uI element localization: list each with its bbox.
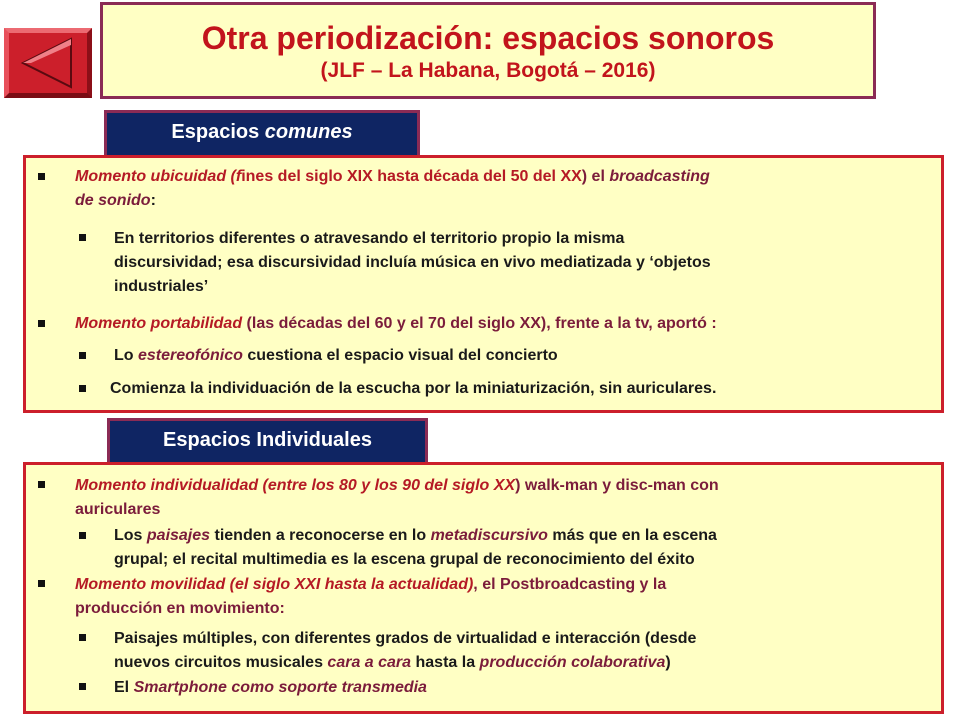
item-text: ) el xyxy=(581,168,610,185)
item-text: ines del siglo XIX hasta década del 50 del XX xyxy=(241,168,582,185)
list-item xyxy=(75,474,719,498)
tab-espacios-individuales: Espacios Individuales xyxy=(107,418,428,464)
item-em: broadcasting xyxy=(609,168,710,185)
list-item xyxy=(75,573,666,597)
bullet-marker xyxy=(79,385,86,392)
item-em: metadiscursivo xyxy=(430,527,548,544)
item-em: cara a cara xyxy=(327,654,412,671)
sub-list-item-cont: industriales’ xyxy=(114,278,209,295)
sub-list-item: El Smartphone como soporte transmedia xyxy=(114,679,427,696)
list-item xyxy=(75,312,717,336)
sub-list-item-cont: discursividad; esa discursividad incluía música en vivo mediatizada y ‘objetos xyxy=(114,254,711,271)
list-item-cont: producción en movimiento: xyxy=(75,600,285,617)
item-text: , el Postbroadcasting y la xyxy=(473,576,667,593)
sub-list-item-cont: grupal; el recital multimedia es la escena grupal de reconocimiento del éxito xyxy=(114,551,695,568)
item-em: paisajes xyxy=(146,527,211,544)
bullet-marker xyxy=(79,683,86,690)
list-item xyxy=(75,165,710,189)
item-label: Momento ubicuidad (f xyxy=(75,168,242,185)
item-em: estereofónico xyxy=(138,347,243,364)
list-item-cont: auriculares xyxy=(75,501,161,518)
item-text: : xyxy=(150,192,156,209)
bullet-marker xyxy=(38,580,45,587)
item-label: Momento individualidad (entre los 80 y los 90 del siglo XX xyxy=(75,477,516,494)
sub-list-item: En territorios diferentes o atravesando el territorio propio la misma xyxy=(114,230,625,247)
item-label: Momento portabilidad xyxy=(75,315,243,332)
item-label: Momento movilidad (el siglo XXI hasta la actualidad) xyxy=(75,576,474,593)
sub-list-item: Paisajes múltiples, con diferentes grados de virtualidad e interacción (desde xyxy=(114,630,697,647)
bullet-marker xyxy=(79,234,86,241)
sub-list-item: Lo estereofónico cuestiona el espacio visual del concierto xyxy=(114,347,558,364)
tab-em: comunes xyxy=(264,121,353,143)
sub-list-item-cont: nuevos circuitos musicales cara a cara hasta la producción colaborativa) xyxy=(114,654,671,671)
bullet-marker xyxy=(79,352,86,359)
sub-list-item: Los paisajes tienden a reconocerse en lo metadiscursivo más que en la escena xyxy=(114,527,717,544)
sub-list-item: Comienza la individuación de la escucha por la miniaturización, sin auriculares. xyxy=(110,380,717,397)
tab-prefix: Espacios xyxy=(171,121,265,143)
tab-espacios-comunes xyxy=(104,110,420,156)
page-title: Otra periodización: espacios sonoros xyxy=(201,20,775,56)
item-text: ) walk-man y disc-man con xyxy=(515,477,719,494)
item-em: producción colaborativa xyxy=(479,654,666,671)
item-em: Smartphone como soporte transmedia xyxy=(133,679,427,696)
back-button[interactable] xyxy=(4,28,92,98)
bullet-marker xyxy=(79,634,86,641)
list-item-cont xyxy=(75,189,156,213)
item-text: (las décadas del 60 y el 70 del siglo XX), frente a la tv, aportó : xyxy=(242,315,717,332)
triangle-left-icon xyxy=(9,33,87,93)
bullet-marker xyxy=(38,320,45,327)
bullet-marker xyxy=(38,173,45,180)
page-subtitle: (JLF – La Habana, Bogotá – 2016) xyxy=(320,59,656,82)
bullet-marker xyxy=(79,532,86,539)
title-box xyxy=(100,2,876,99)
item-em: de sonido xyxy=(75,192,151,209)
bullet-marker xyxy=(38,481,45,488)
